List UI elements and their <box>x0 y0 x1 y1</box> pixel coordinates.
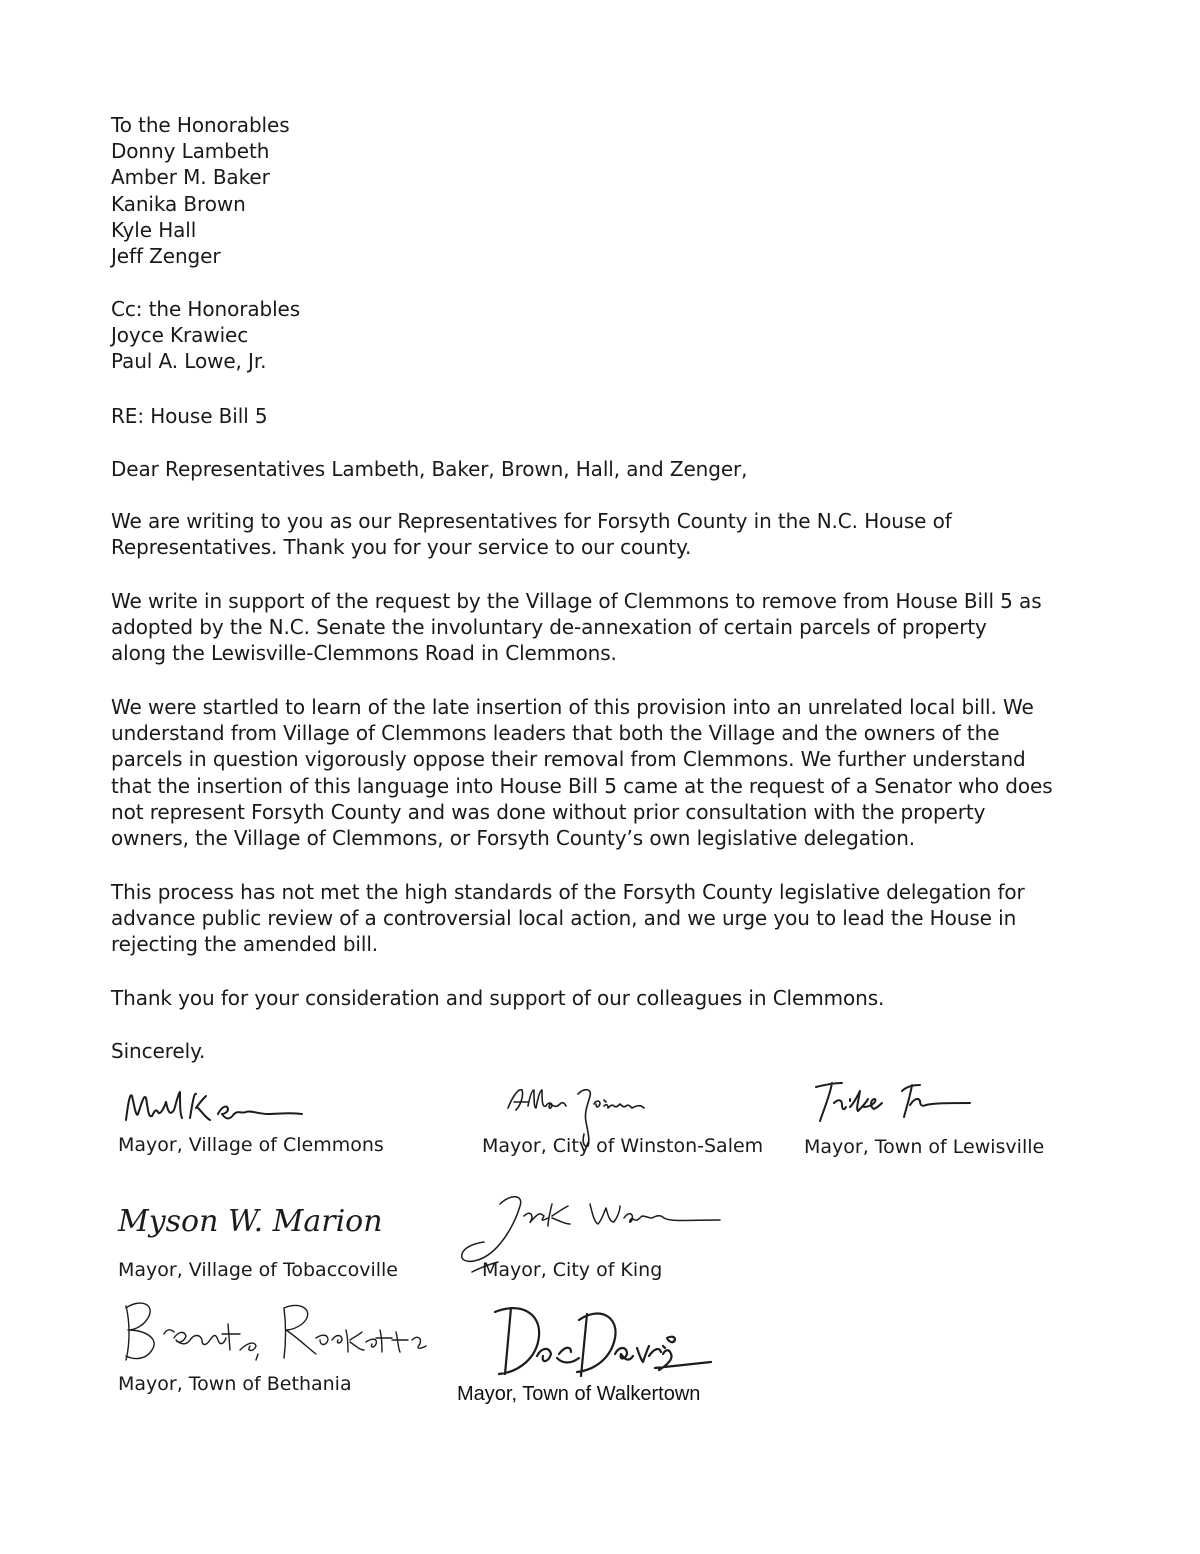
recipient-name: Kyle Hall <box>111 217 197 242</box>
signatory-title: Mayor, City of Winston-Salem <box>482 1135 764 1157</box>
recipients-block <box>111 112 1101 269</box>
signatory-title: Mayor, City of King <box>482 1259 663 1281</box>
cc-name: Paul A. Lowe, Jr. <box>111 349 267 374</box>
recipient-name: Jeff Zenger <box>111 244 221 269</box>
re-line: RE: House Bill 5 <box>111 404 268 428</box>
signatory-title: Mayor, Village of Clemmons <box>118 1134 384 1156</box>
signature-block-tobaccoville <box>112 1195 442 1285</box>
signature-block-king <box>440 1190 740 1285</box>
paragraph-1: We are writing to you as our Representatives for Forsyth County in the N.C. House of Representatives. Thank you for your service to our county. <box>111 509 952 560</box>
handwritten-signature-walkertown <box>479 1298 719 1388</box>
signature-block-walkertown <box>455 1298 755 1408</box>
signatory-title: Mayor, Village of Tobaccoville <box>118 1259 398 1281</box>
signature-block-lewisville <box>800 1075 1060 1160</box>
signature-block-winston-salem <box>478 1080 778 1160</box>
signature-block-clemmons <box>112 1080 442 1160</box>
paragraph-5: Thank you for your consideration and support of our colleagues in Clemmons. <box>111 986 885 1010</box>
handwritten-signature-clemmons <box>118 1084 318 1134</box>
signature-block-bethania <box>112 1292 442 1402</box>
signatory-title: Mayor, Town of Walkertown <box>457 1383 701 1405</box>
signatory-title: Mayor, Town of Lewisville <box>804 1136 1045 1158</box>
closing: Sincerely. <box>111 1039 206 1063</box>
handwritten-signature-lewisville <box>810 1077 980 1129</box>
paragraph-3: We were startled to learn of the late insertion of this provision into an unrelated local bill. We understand from Village of Clemmons leaders that both the Village and the owners of the parcels in question vigorously oppose their removal from Clemmons. We further understand that the insertion of this language into House Bill 5 came at the request of a Senator who does not represent Forsyth County and was done without prior consultation with the property owners, the Village of Clemmons, or Forsyth County’s own legislative delegation. <box>111 695 1053 851</box>
handwritten-signature-bethania <box>116 1294 436 1369</box>
paragraph-4: This process has not met the high standards of the Forsyth County legislative delegation for advance public review of a controversial local action, and we urge you to lead the House in rejecting the amended bill. <box>111 880 1025 957</box>
salutation: Dear Representatives Lambeth, Baker, Brown, Hall, and Zenger, <box>111 457 748 481</box>
recipients-heading: To the Honorables <box>111 113 290 137</box>
svg-text:Myson W. Marion: Myson W. Marion <box>118 1204 383 1239</box>
recipient-name: Donny Lambeth <box>111 139 270 164</box>
cc-heading: Cc: the Honorables <box>111 297 301 321</box>
cc-name: Joyce Krawiec <box>111 323 249 348</box>
recipient-name: Kanika Brown <box>111 191 246 216</box>
handwritten-signature-tobaccoville <box>116 1195 406 1255</box>
signatory-title: Mayor, Town of Bethania <box>118 1373 352 1395</box>
paragraph-2: We write in support of the request by the Village of Clemmons to remove from House Bill 5 as adopted by the N.C. Senate the involuntary de-annexation of certain parcels of property along the Lewisville-Clemmons Road in Clemmons. <box>111 589 1042 666</box>
cc-block <box>111 296 1101 375</box>
recipient-name: Amber M. Baker <box>111 165 270 190</box>
